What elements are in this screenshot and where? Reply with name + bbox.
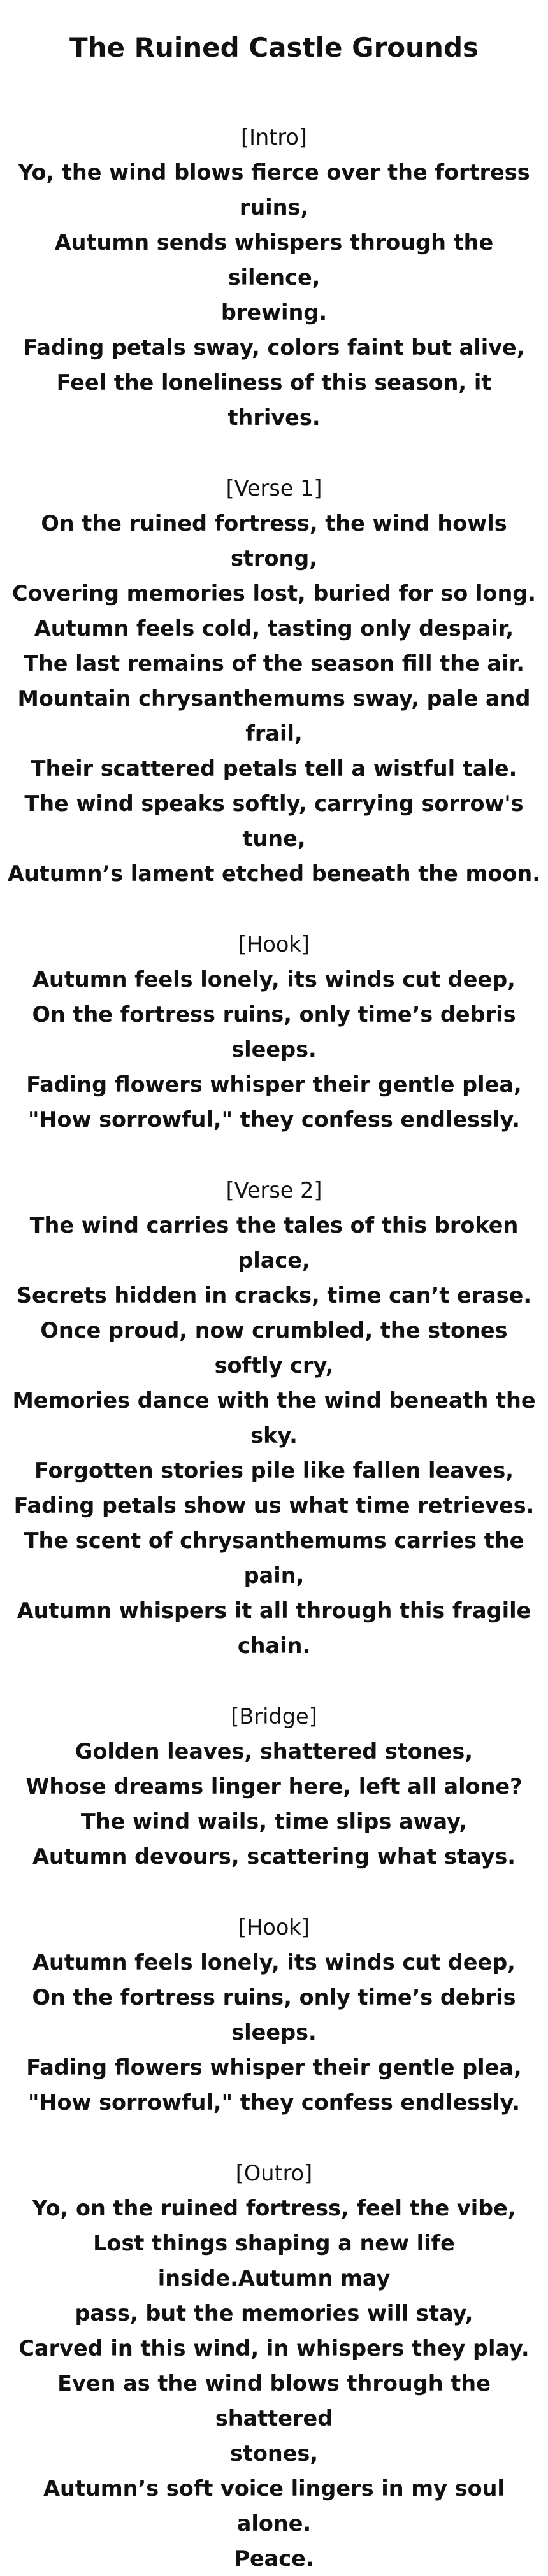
section-label-hook: [Hook] <box>238 932 310 957</box>
lyric-line: Once proud, now crumbled, the stones softly cry, <box>40 1318 508 1378</box>
lyric-line: Their scattered petals tell a wistful tale. <box>31 756 517 781</box>
section-label-bridge: [Bridge] <box>231 1704 317 1729</box>
lyric-line: The wind speaks softly, carrying sorrow's tune, <box>24 791 524 851</box>
lyric-line: Feel the loneliness of this season, it thrives. <box>56 370 492 430</box>
lyric-line: pass, but the memories will stay, <box>75 2301 473 2326</box>
section-bridge <box>8 1699 540 1874</box>
lyric-line: On the ruined fortress, the wind howls strong, <box>41 511 507 571</box>
lyric-line: Fading flowers whisper their gentle plea, <box>26 1072 522 1097</box>
lyric-line: Secrets hidden in cracks, time can’t erase. <box>16 1283 532 1308</box>
lyric-line: Lost things shaping a new life inside.Autumn may <box>93 2231 455 2291</box>
lyrics-body <box>8 120 540 2576</box>
section-hook-repeat <box>8 1910 540 2120</box>
lyric-line: Autumn sends whispers through the silence, <box>54 230 494 290</box>
lyric-line: Autumn whispers it all through this fragile chain. <box>17 1598 531 1658</box>
section-label-verse-2: [Verse 2] <box>226 1178 322 1203</box>
lyric-line: On the fortress ruins, only time’s debris sleeps. <box>32 1985 516 2045</box>
lyric-line: The wind carries the tales of this broken place, <box>29 1213 519 1273</box>
page-title: The Ruined Castle Grounds <box>69 32 479 63</box>
lyric-line: The scent of chrysanthemums carries the pain, <box>24 1528 524 1588</box>
lyric-line: Whose dreams linger here, left all alone? <box>25 1774 523 1799</box>
lyric-line: Fading flowers whisper their gentle plea, <box>26 2055 522 2080</box>
lyric-line: Memories dance with the wind beneath the sky. <box>12 1388 536 1448</box>
section-label-verse-1: [Verse 1] <box>226 476 322 501</box>
lyric-line: Even as the wind blows through the shattered <box>57 2371 491 2431</box>
section-label-outro: [Outro] <box>235 2161 313 2186</box>
lyric-line: Autumn feels lonely, its winds cut deep, <box>32 1950 516 1975</box>
section-outro <box>8 2156 540 2576</box>
section-label-hook-repeat: [Hook] <box>238 1915 310 1940</box>
lyric-line: On the fortress ruins, only time’s debris sleeps. <box>32 1002 516 1062</box>
lyric-line: Mountain chrysanthemums sway, pale and frail, <box>17 686 531 746</box>
lyric-line: Yo, on the ruined fortress, feel the vibe, <box>32 2196 516 2221</box>
lyric-line: stones, <box>229 2441 319 2466</box>
lyric-line: Fading petals show us what time retrieves. <box>13 1493 535 1518</box>
lyric-line: Fading petals sway, colors faint but alive, <box>23 335 525 360</box>
lyric-line: Autumn’s soft voice lingers in my soul alone. <box>43 2476 505 2536</box>
lyric-line: Autumn devours, scattering what stays. <box>32 1844 516 1869</box>
lyric-line: Autumn feels lonely, its winds cut deep, <box>32 967 516 992</box>
lyric-line: The wind wails, time slips away, <box>80 1809 468 1834</box>
section-intro <box>8 120 540 435</box>
lyric-line: "How sorrowful," they confess endlessly. <box>27 2090 521 2115</box>
lyric-line: Autumn’s lament etched beneath the moon. <box>8 861 540 886</box>
lyric-line: Golden leaves, shattered stones, <box>75 1739 473 1764</box>
lyric-line: Carved in this wind, in whispers they play. <box>18 2336 530 2361</box>
section-verse-2 <box>8 1173 540 1663</box>
lyric-line: The last remains of the season fill the air. <box>24 651 524 676</box>
lyric-line: Peace. <box>234 2546 314 2571</box>
lyric-line: "How sorrowful," they confess endlessly. <box>27 1107 521 1132</box>
lyric-line: Covering memories lost, buried for so long. <box>11 581 536 606</box>
lyric-line: Yo, the wind blows fierce over the fortress ruins, <box>18 160 530 220</box>
lyric-line: Autumn feels cold, tasting only despair, <box>34 616 514 641</box>
section-label-intro: [Intro] <box>241 125 307 150</box>
lyric-line: Forgotten stories pile like fallen leaves, <box>34 1458 514 1483</box>
section-verse-1 <box>8 471 540 891</box>
lyric-line: brewing. <box>220 300 328 325</box>
section-hook <box>8 927 540 1137</box>
